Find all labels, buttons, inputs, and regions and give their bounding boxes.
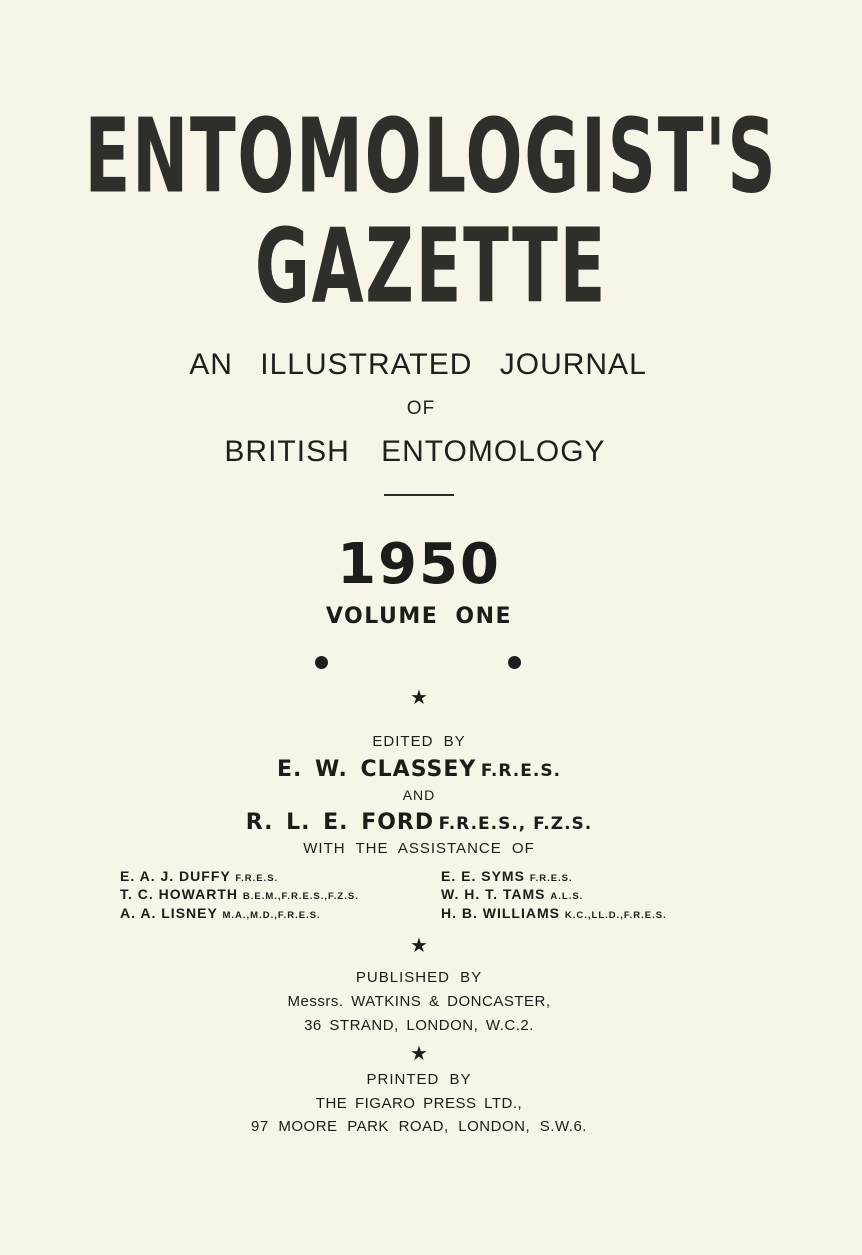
assistant-entry [120, 886, 359, 902]
star-ornament-icon: ★ [410, 1043, 428, 1065]
publisher-name: Messrs. WATKINS & DONCASTER, [287, 993, 551, 1010]
assistant-name: E. A. J. DUFFY [120, 868, 231, 884]
bullet-dot-right [508, 656, 521, 669]
assistant-entry [120, 868, 278, 884]
editor-qualifications: F.R.E.S. [480, 761, 562, 781]
editor-qualifications: F.R.E.S., F.Z.S. [438, 814, 593, 834]
editor-name: E. W. CLASSEY [276, 757, 477, 782]
printer-name: THE FIGARO PRESS LTD., [315, 1095, 523, 1112]
assistant-name: A. A. LISNEY [120, 905, 218, 921]
divider-rule [384, 494, 454, 496]
assistant-qualifications: M.A.,M.D.,F.R.E.S. [222, 910, 321, 921]
editor-name: R. L. E. FORD [245, 810, 435, 835]
editor-1 [0, 757, 850, 782]
masthead-title-line1: ENTOMOLOGIST'S [84, 98, 778, 217]
edited-by-heading: EDITED BY [372, 733, 466, 750]
star-ornament-icon: ★ [410, 935, 428, 957]
published-by-heading: PUBLISHED BY [355, 969, 483, 986]
publication-year: 1950 [337, 532, 501, 597]
masthead-title-line2: GAZETTE [254, 208, 608, 327]
printed-by-heading: PRINTED BY [366, 1071, 472, 1088]
editor-2 [0, 810, 850, 835]
assistant-entry [120, 905, 321, 921]
assistant-qualifications: F.R.E.S. [235, 873, 279, 884]
assistant-qualifications: K.C.,LL.D.,F.R.E.S. [564, 910, 667, 921]
printer-address: 97 MOORE PARK ROAD, LONDON, S.W.6. [251, 1118, 587, 1135]
assistant-entry [441, 905, 667, 921]
star-ornament-icon: ★ [410, 687, 428, 709]
bullet-dot-left [315, 656, 328, 669]
assistant-name: T. C. HOWARTH [120, 886, 238, 902]
assistant-qualifications: F.R.E.S. [529, 873, 573, 884]
assistant-qualifications: A.L.S. [550, 891, 584, 902]
assistant-name: W. H. T. TAMS [441, 886, 546, 902]
assistant-name: E. E. SYMS [441, 868, 525, 884]
and-connector: AND [402, 787, 436, 803]
assistant-entry [441, 886, 583, 902]
assistant-name: H. B. WILLIAMS [441, 905, 560, 921]
subtitle-line1: AN ILLUSTRATED JOURNAL [189, 348, 647, 381]
assistant-qualifications: B.E.M.,F.R.E.S.,F.Z.S. [242, 891, 359, 902]
subtitle-line2: OF [406, 398, 436, 419]
volume-label: VOLUME ONE [325, 604, 513, 629]
assistant-entry [441, 868, 573, 884]
assistance-heading: WITH THE ASSISTANCE OF [303, 840, 535, 857]
subtitle-line3: BRITISH ENTOMOLOGY [224, 435, 606, 468]
publisher-address: 36 STRAND, LONDON, W.C.2. [304, 1017, 534, 1034]
